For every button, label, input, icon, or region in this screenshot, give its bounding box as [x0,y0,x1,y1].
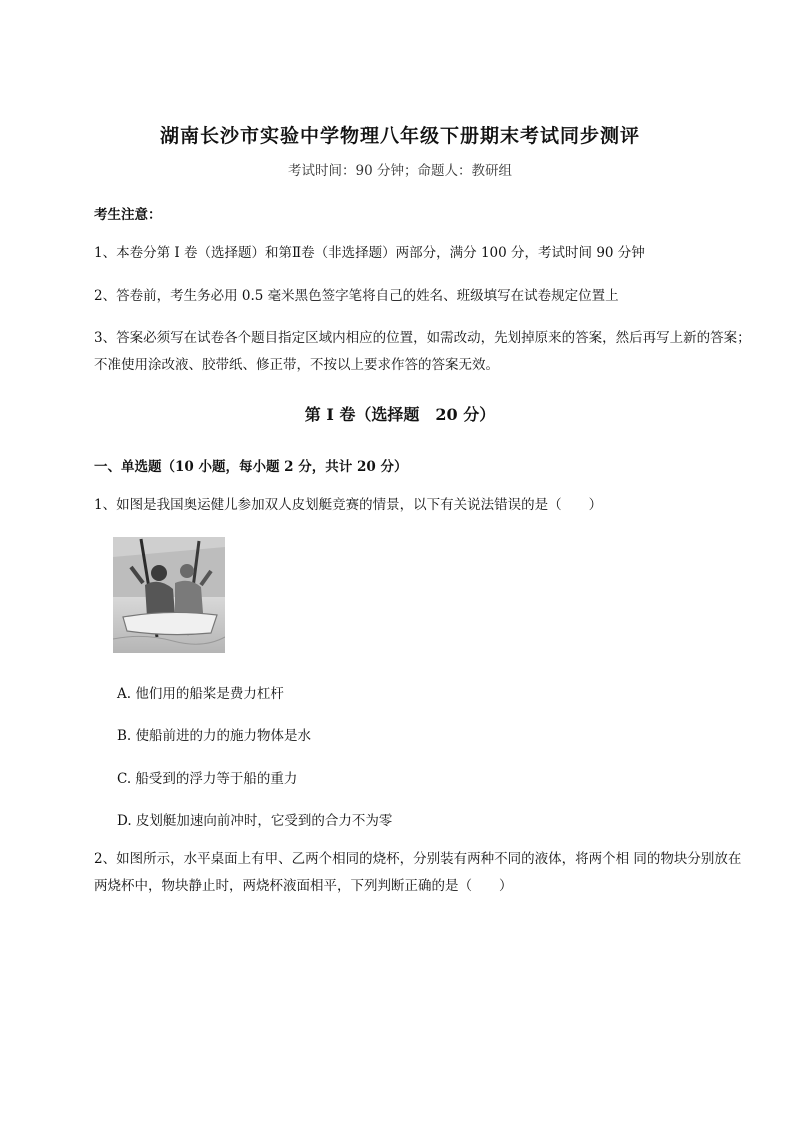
notice-item-3: 3、答案必须写在试卷各个题目指定区域内相应的位置，如需改动，先划掉原来的答案，然后再写上新的答案；不准使用涂改液、胶带纸、修正带，不按以上要求作答的答案无效。 [94,330,751,373]
option-b: B. 使船前进的力的施力物体是水 [117,728,312,744]
notice-item-1: 1、本卷分第 I 卷（选择题）和第Ⅱ卷（非选择题）两部分，满分 100 分，考试时间 90 分钟 [94,245,645,261]
question-1-stem: 1、如图是我国奥运健儿参加双人皮划艇竞赛的情景，以下有关说法错误的是（ ） [94,497,603,513]
notice-heading: 考生注意： [94,207,162,223]
option-d: D. 皮划艇加速向前冲时，它受到的合力不为零 [117,813,393,829]
page-title: 湖南长沙市实验中学物理八年级下册期末考试同步测评 [159,125,640,147]
exam-subtitle: 考试时间：90 分钟；命题人：教研组 [288,163,512,179]
notice-item-2: 2、答卷前，考生务必用 0.5 毫米黑色签字笔将自己的姓名、班级填写在试卷规定位置上 [94,288,619,304]
kayak-photo [113,537,225,653]
section-title: 第 I 卷（选择题 20 分） [304,405,496,424]
part-heading: 一、单选题（10 小题，每小题 2 分，共计 20 分） [94,459,408,475]
option-c: C. 船受到的浮力等于船的重力 [117,771,298,787]
question-2-stem: 2、如图所示，水平桌面上有甲、乙两个相同的烧杯，分别装有两种不同的液体，将两个相 同的物块分别放在两烧杯中，物块静止时，两烧杯液面相平，下列判断正确的是（ ） [94,851,742,894]
option-a: A. 他们用的船桨是费力杠杆 [117,686,284,702]
